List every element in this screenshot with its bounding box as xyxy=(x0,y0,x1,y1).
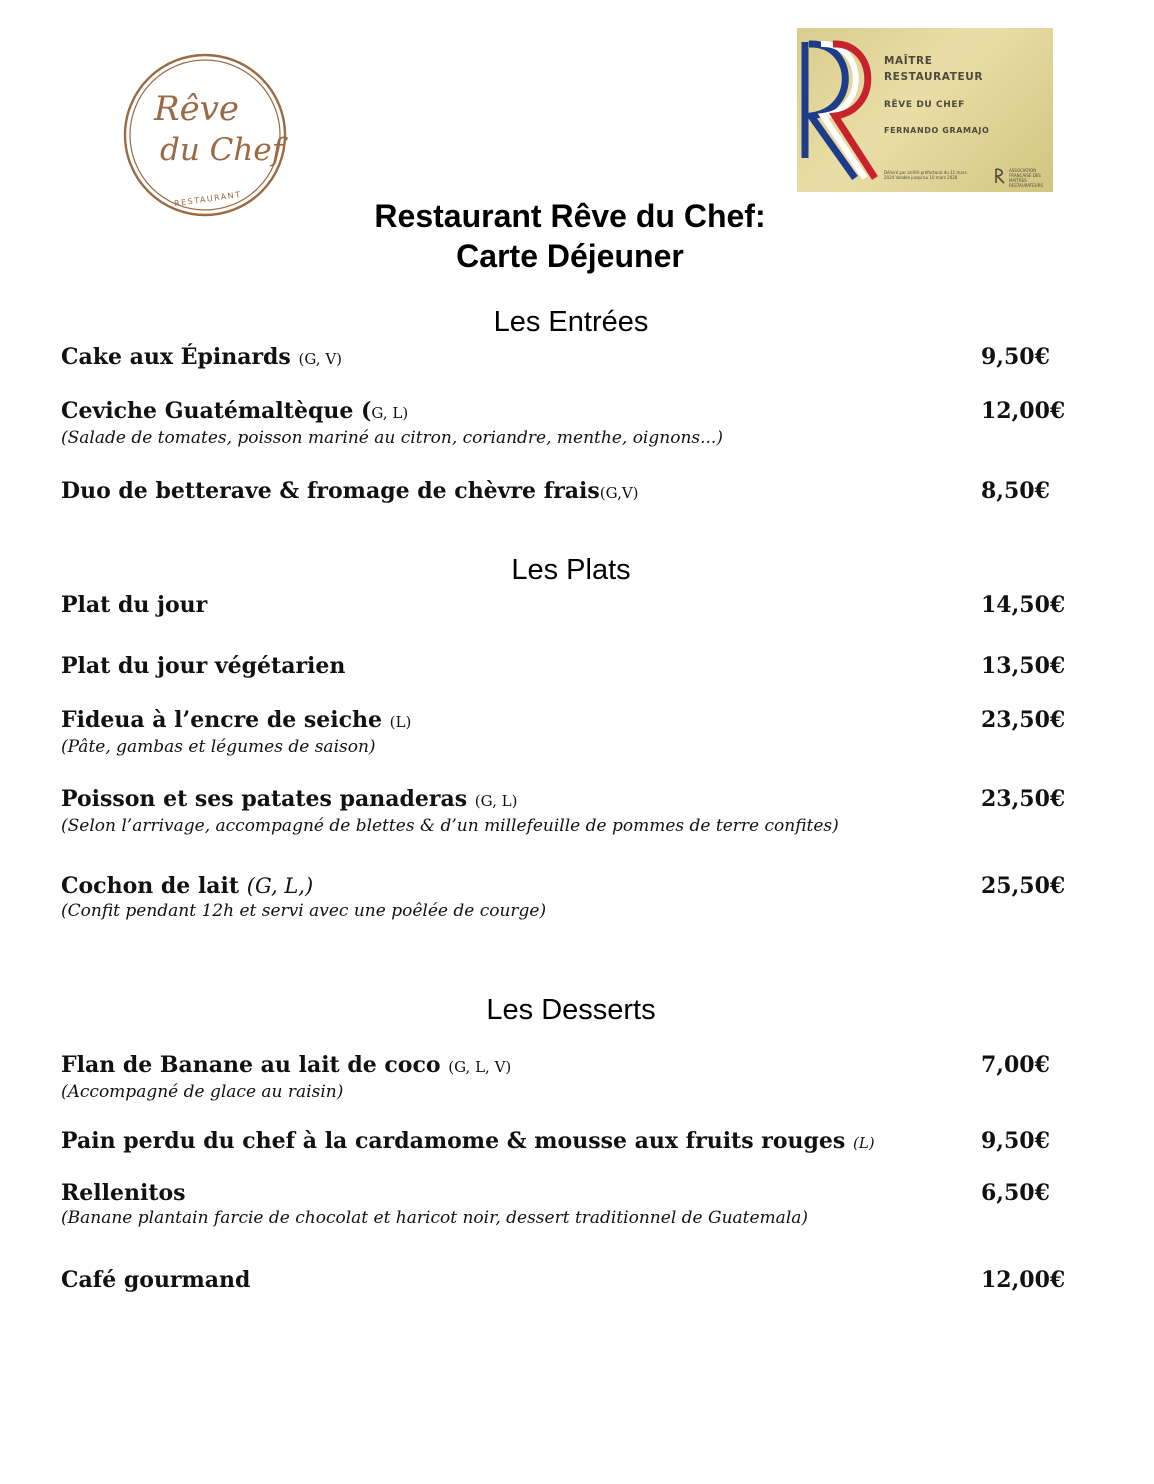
item-name: Duo de betterave & fromage de chèvre frais xyxy=(61,478,600,504)
menu-item xyxy=(61,477,1071,507)
maitre-restaurateur-plaque xyxy=(797,28,1053,192)
logo-line1: Rêve xyxy=(154,89,240,129)
item-description: (Salade de tomates, poisson mariné au citron, coriandre, menthe, oignons...) xyxy=(61,428,723,448)
menu-item xyxy=(61,1266,1071,1294)
plaque-restaurant: RÊVE DU CHEF xyxy=(884,100,965,110)
item-price: 25,50€ xyxy=(981,873,1066,899)
menu-item xyxy=(61,872,1071,922)
item-name: Flan de Banane au lait de coco xyxy=(61,1052,441,1078)
item-tags: G, L) xyxy=(371,404,409,422)
item-description: (Accompagné de glace au raisin) xyxy=(61,1082,344,1102)
item-price: 6,50€ xyxy=(981,1180,1050,1206)
item-price: 9,50€ xyxy=(981,344,1050,370)
menu-item xyxy=(61,1127,1071,1157)
item-price: 7,00€ xyxy=(981,1052,1050,1078)
item-name: Cochon de lait xyxy=(61,873,240,899)
logo-line2: du Chef xyxy=(160,132,284,168)
item-name: Plat du jour xyxy=(61,592,208,618)
item-price: 14,50€ xyxy=(981,592,1066,618)
item-price: 13,50€ xyxy=(981,653,1066,679)
menu-item xyxy=(61,1051,1071,1103)
plaque-chef: FERNANDO GRAMAJO xyxy=(884,126,990,135)
title-line2: Carte Déjeuner xyxy=(456,238,684,274)
mini-r-icon xyxy=(994,168,1006,184)
item-tags: (G, V) xyxy=(298,350,343,368)
item-name: Café gourmand xyxy=(61,1267,251,1293)
section-heading-entrees: Les Entrées xyxy=(493,306,649,338)
item-name: Cake aux Épinards xyxy=(61,344,291,370)
item-tags: (L) xyxy=(852,1134,875,1152)
item-price: 12,00€ xyxy=(981,1267,1066,1293)
item-price: 23,50€ xyxy=(981,786,1066,812)
item-name: Fideua à l’encre de seiche xyxy=(61,707,382,733)
menu-item xyxy=(61,785,1071,837)
section-heading-plats: Les Plats xyxy=(511,554,631,586)
item-description: (Banane plantain farcie de chocolat et haricot noir, dessert traditionnel de Guatemala) xyxy=(61,1208,809,1228)
item-description: (Selon l’arrivage, accompagné de blettes & d’un millefeuille de pommes de terre confites) xyxy=(61,816,839,836)
item-price: 12,00€ xyxy=(981,398,1066,424)
page-title xyxy=(0,196,1140,276)
plaque-association: ASSOCIATION FRANÇAISE DES MAÎTRES RESTAURATEURS xyxy=(1009,168,1043,188)
menu-item xyxy=(61,1179,1071,1229)
item-price: 9,50€ xyxy=(981,1128,1050,1154)
item-description: (Confit pendant 12h et servi avec une poêlée de courge) xyxy=(61,901,547,921)
item-tags: (G, L, V) xyxy=(448,1058,512,1076)
item-tags: (G,V) xyxy=(599,484,639,502)
title-line1: Restaurant Rêve du Chef: xyxy=(374,198,766,234)
item-name: Ceviche Guatémaltèque ( xyxy=(61,398,372,424)
menu-item xyxy=(61,706,1071,758)
item-price: 8,50€ xyxy=(981,478,1050,504)
item-tags: (G, L) xyxy=(474,792,518,810)
plaque-title: MAÎTRE RESTAURATEUR xyxy=(884,55,984,83)
menu-item xyxy=(61,591,1071,619)
item-description: (Pâte, gambas et légumes de saison) xyxy=(61,737,376,757)
menu-item xyxy=(61,343,1071,373)
restaurant-logo xyxy=(120,52,290,218)
logo-sub: RESTAURANT xyxy=(173,189,243,209)
plaque-validity: Délivré par arrêté préfectoral du 11 mars 2024 Valable jusqu'au 10 mars 2028 xyxy=(884,170,967,180)
item-tags: (G, L,) xyxy=(246,874,314,898)
item-name: Poisson et ses patates panaderas xyxy=(61,786,468,812)
item-tags: (L) xyxy=(389,713,412,731)
menu-item xyxy=(61,397,1071,449)
item-price: 23,50€ xyxy=(981,707,1066,733)
item-name: Rellenitos xyxy=(61,1180,186,1206)
item-name: Plat du jour végétarien xyxy=(61,653,346,679)
menu-item xyxy=(61,652,1071,680)
tricolor-r-icon xyxy=(797,28,887,192)
section-heading-desserts: Les Desserts xyxy=(486,994,656,1026)
item-name: Pain perdu du chef à la cardamome & mousse aux fruits rouges xyxy=(61,1128,846,1154)
